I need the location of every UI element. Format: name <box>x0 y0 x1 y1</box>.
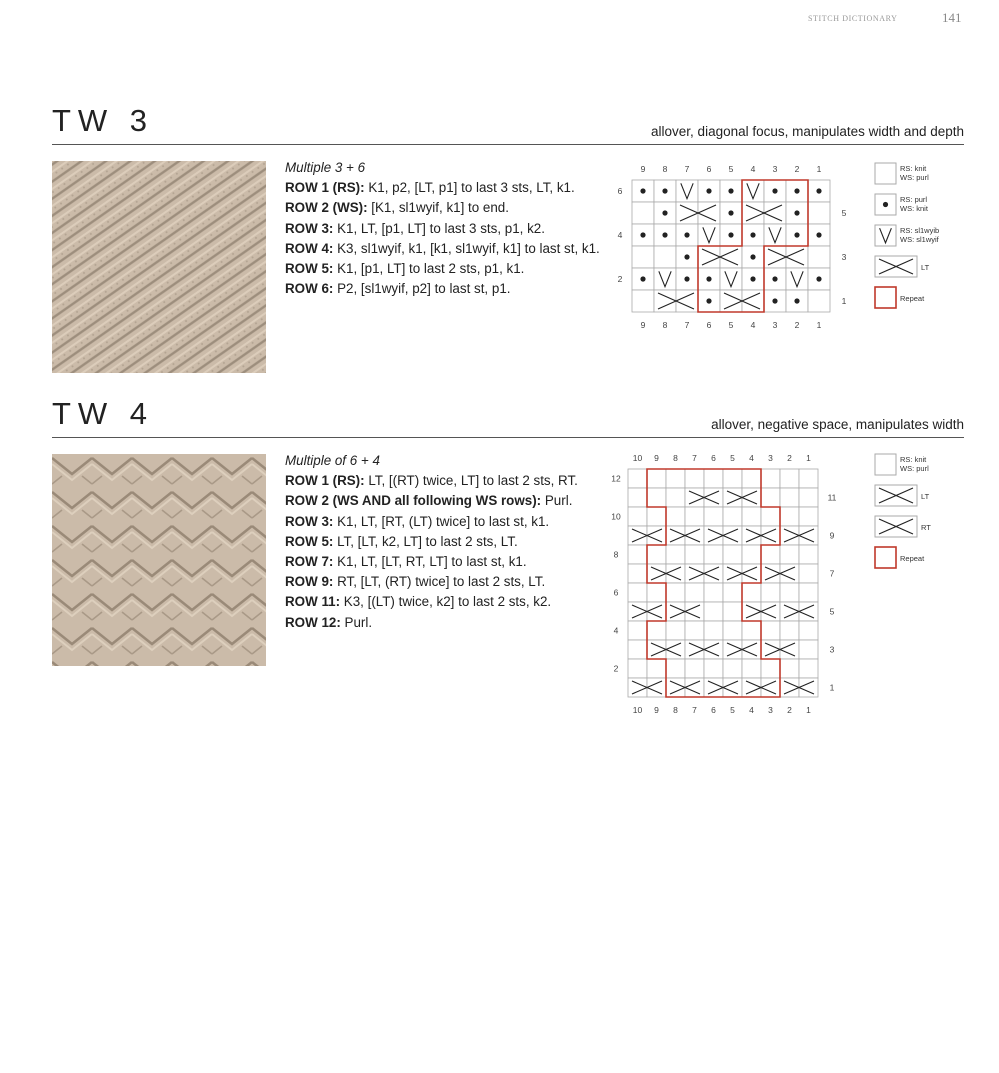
instructions <box>285 451 615 633</box>
column-number: 3 <box>772 320 778 330</box>
purl-dot <box>728 188 733 193</box>
column-number: 6 <box>711 705 716 715</box>
row-number: 6 <box>617 186 623 196</box>
chart-cell <box>628 678 647 697</box>
row-number: 2 <box>617 274 623 284</box>
column-number: 8 <box>673 705 678 715</box>
chart-cell <box>761 659 780 678</box>
chart-cell <box>698 202 720 224</box>
chart-legend <box>874 161 964 326</box>
column-number: 5 <box>730 453 735 463</box>
stitch-chart <box>611 448 858 723</box>
column-number: 1 <box>816 164 822 174</box>
chart-cell <box>761 507 780 526</box>
stitch-title: TW 3 <box>52 103 155 138</box>
column-number: 2 <box>787 705 792 715</box>
chart-cell <box>780 469 799 488</box>
chart-cell <box>799 602 818 621</box>
purl-dot <box>816 232 821 237</box>
chart-cell <box>685 602 704 621</box>
row-instruction: ROW 5: K1, [p1, LT] to last 2 sts, p1, k1. <box>285 261 525 277</box>
chart-cell <box>647 488 666 507</box>
row-instruction: ROW 4: K3, sl1wyif, k1, [k1, sl1wyif, k1] to last st, k1. <box>285 240 600 256</box>
legend-label: RS: knit <box>900 455 927 464</box>
column-number: 6 <box>706 164 712 174</box>
purl-dot <box>662 188 667 193</box>
chart-cell <box>723 583 742 602</box>
column-number: 5 <box>730 705 735 715</box>
row-instruction: ROW 2 (WS): [K1, sl1wyif, k1] to end. <box>285 200 509 216</box>
column-number: 3 <box>768 705 773 715</box>
column-number: 4 <box>750 164 756 174</box>
column-number: 9 <box>640 320 646 330</box>
running-header: STITCH DICTIONARY <box>808 14 898 23</box>
column-number: 1 <box>816 320 822 330</box>
chart-cell <box>666 621 685 640</box>
chart-cell <box>742 640 761 659</box>
legend-label: RS: knit <box>900 164 927 173</box>
chart-cell <box>723 602 742 621</box>
purl-dot <box>816 188 821 193</box>
chart-cell <box>723 564 742 583</box>
chart-cell <box>647 602 666 621</box>
chart-cell <box>698 246 720 268</box>
purl-dot-icon <box>883 202 888 207</box>
purl-dot <box>640 232 645 237</box>
chart-cell <box>720 246 742 268</box>
stitch-multiple: Multiple of 6 + 4 <box>285 453 380 468</box>
chart-legend <box>874 452 964 577</box>
column-number: 8 <box>662 320 668 330</box>
chart-cell <box>761 678 780 697</box>
legend-label: LT <box>921 492 930 501</box>
chart-cell <box>723 659 742 678</box>
chart-cell <box>799 583 818 602</box>
chart-cell <box>704 545 723 564</box>
chart-cell <box>647 583 666 602</box>
legend-label: RT <box>921 523 931 532</box>
chart-cell <box>666 678 685 697</box>
chart-cell <box>761 602 780 621</box>
chart-cell <box>704 564 723 583</box>
chart-svg <box>610 157 860 337</box>
chart-cell <box>628 526 647 545</box>
row-number: 4 <box>617 230 623 240</box>
legend-label: RS: sl1wyib <box>900 226 940 235</box>
row-instruction: ROW 1 (RS): K1, p2, [LT, p1] to last 3 sts, LT, k1. <box>285 180 575 196</box>
legend-swatch <box>875 454 896 475</box>
chart-cell <box>761 488 780 507</box>
chart-cell <box>742 678 761 697</box>
chart-cell <box>761 583 780 602</box>
column-number: 6 <box>711 453 716 463</box>
row-number: 10 <box>611 511 621 522</box>
chart-cell <box>647 526 666 545</box>
row-number: 12 <box>611 473 621 484</box>
column-number: 8 <box>673 453 678 463</box>
chart-cell <box>780 507 799 526</box>
stitch-entry-tw3 <box>52 105 964 375</box>
chart-cell <box>723 488 742 507</box>
chart-cell <box>786 246 808 268</box>
stitch-entry-tw4 <box>52 398 964 728</box>
section-divider <box>52 144 964 145</box>
chart-cell <box>685 621 704 640</box>
chart-cell <box>704 488 723 507</box>
chart-cell <box>723 507 742 526</box>
purl-dot <box>706 188 711 193</box>
chart-cell <box>654 246 676 268</box>
chart-cell <box>723 640 742 659</box>
chart-cell <box>761 640 780 659</box>
chart-cell <box>780 659 799 678</box>
chart-cell <box>742 202 764 224</box>
stitch-tags: allover, negative space, manipulates width <box>711 417 964 432</box>
column-number: 9 <box>654 705 659 715</box>
column-number: 10 <box>632 705 643 715</box>
column-number: 8 <box>662 164 668 174</box>
chart-cell <box>780 640 799 659</box>
chart-cell <box>628 488 647 507</box>
purl-dot <box>750 276 755 281</box>
chart-cell <box>647 659 666 678</box>
row-number: 3 <box>829 644 835 655</box>
row-number: 11 <box>827 492 837 503</box>
chart-cell <box>780 678 799 697</box>
chart-cell <box>628 621 647 640</box>
row-instruction: ROW 5: LT, [LT, k2, LT] to last 2 sts, LT. <box>285 533 518 549</box>
purl-dot <box>684 232 689 237</box>
row-number: 7 <box>829 568 835 579</box>
chart-cell <box>685 564 704 583</box>
purl-dot <box>750 254 755 259</box>
chart-cell <box>666 469 685 488</box>
chart-cell <box>704 640 723 659</box>
chart-cell <box>742 621 761 640</box>
column-number: 2 <box>794 320 800 330</box>
chart-cell <box>666 602 685 621</box>
legend-label: Repeat <box>900 554 925 563</box>
column-number: 5 <box>728 164 734 174</box>
swatch-photo <box>52 161 266 373</box>
column-number: 2 <box>787 453 792 463</box>
chart-cell <box>666 659 685 678</box>
column-number: 1 <box>806 453 811 463</box>
chart-cell <box>628 602 647 621</box>
purl-dot <box>728 232 733 237</box>
row-number: 5 <box>829 606 835 617</box>
purl-dot <box>772 276 777 281</box>
chart-cell <box>685 526 704 545</box>
chart-cell <box>780 545 799 564</box>
chart-cell <box>780 564 799 583</box>
purl-dot <box>684 276 689 281</box>
row-number: 1 <box>841 296 847 306</box>
purl-dot <box>794 232 799 237</box>
row-instruction: ROW 9: RT, [LT, (RT) twice] to last 2 sts, LT. <box>285 574 546 590</box>
chart-cell <box>742 507 761 526</box>
chart-cell <box>808 290 830 312</box>
chart-cell <box>704 526 723 545</box>
row-instruction: ROW 3: K1, LT, [p1, LT] to last 3 sts, p1, k2. <box>285 220 545 236</box>
chart-cell <box>764 246 786 268</box>
column-number: 4 <box>749 705 754 715</box>
chart-cell <box>720 290 742 312</box>
row-number: 5 <box>841 208 847 218</box>
row-number: 8 <box>613 549 619 560</box>
chart-cell <box>666 507 685 526</box>
chart-cell <box>647 564 666 583</box>
chart-cell <box>666 545 685 564</box>
legend-swatch <box>875 547 896 568</box>
chart-cell <box>742 602 761 621</box>
row-number: 6 <box>613 587 619 598</box>
chart-cell <box>799 621 818 640</box>
purl-dot <box>794 210 799 215</box>
chart-cell <box>761 545 780 564</box>
chart-cell <box>764 202 786 224</box>
chart-cell <box>666 526 685 545</box>
legend-label: WS: purl <box>900 464 929 473</box>
swatch-photo <box>52 454 266 666</box>
stitch-multiple: Multiple 3 + 6 <box>285 160 366 175</box>
section-divider <box>52 437 964 438</box>
chart-cell <box>742 290 764 312</box>
chart-cell <box>628 564 647 583</box>
row-number: 2 <box>613 663 619 674</box>
chart-cell <box>808 202 830 224</box>
chart-cell <box>628 507 647 526</box>
chart-cell <box>761 621 780 640</box>
chart-cell <box>704 659 723 678</box>
column-number: 4 <box>749 453 754 463</box>
stitch-tags: allover, diagonal focus, manipulates width and depth <box>651 124 964 139</box>
chart-cell <box>666 564 685 583</box>
chart-cell <box>676 202 698 224</box>
chart-cell <box>742 583 761 602</box>
legend-swatch <box>875 163 896 184</box>
row-instruction: ROW 12: Purl. <box>285 614 373 630</box>
chart-cell <box>761 526 780 545</box>
chart-cell <box>685 659 704 678</box>
chart-cell <box>704 583 723 602</box>
chart-cell <box>723 545 742 564</box>
chart-cell <box>723 526 742 545</box>
column-number: 9 <box>654 453 659 463</box>
chart-cell <box>704 602 723 621</box>
chart-cell <box>628 545 647 564</box>
chart-cell <box>780 583 799 602</box>
legend-svg <box>874 161 964 321</box>
page-number: 141 <box>942 10 962 25</box>
purl-dot <box>640 188 645 193</box>
column-number: 3 <box>772 164 778 174</box>
chart-cell <box>685 640 704 659</box>
chart-cell <box>799 659 818 678</box>
stitch-title: TW 4 <box>52 396 155 431</box>
chart-cell <box>799 507 818 526</box>
chart-cell <box>780 602 799 621</box>
chart-cell <box>632 290 654 312</box>
legend-svg <box>874 452 964 572</box>
chart-svg <box>611 448 858 718</box>
chart-cell <box>666 488 685 507</box>
purl-dot <box>640 276 645 281</box>
column-number: 1 <box>806 705 811 715</box>
row-instruction: ROW 2 (WS AND all following WS rows): Purl. <box>285 493 573 509</box>
chart-cell <box>799 640 818 659</box>
column-number: 7 <box>684 320 690 330</box>
chart-cell <box>742 469 761 488</box>
column-number: 6 <box>706 320 712 330</box>
purl-dot <box>684 254 689 259</box>
chart-cell <box>685 678 704 697</box>
chart-cell <box>780 526 799 545</box>
legend-label: WS: sl1wyif <box>900 235 939 244</box>
purl-dot <box>706 298 711 303</box>
chart-cell <box>799 678 818 697</box>
column-number: 7 <box>684 164 690 174</box>
chart-cell <box>628 640 647 659</box>
purl-dot <box>816 276 821 281</box>
purl-dot <box>772 298 777 303</box>
legend-label: Repeat <box>900 294 925 303</box>
purl-dot <box>794 298 799 303</box>
chart-cell <box>704 507 723 526</box>
chart-cell <box>685 545 704 564</box>
chart-cell <box>799 545 818 564</box>
chart-cell <box>647 545 666 564</box>
chart-cell <box>742 564 761 583</box>
purl-dot <box>750 232 755 237</box>
chart-cell <box>799 526 818 545</box>
column-number: 10 <box>632 453 643 463</box>
chart-cell <box>666 640 685 659</box>
legend-label: RS: purl <box>900 195 928 204</box>
row-number: 3 <box>841 252 847 262</box>
chart-cell <box>628 659 647 678</box>
legend-label: WS: purl <box>900 173 929 182</box>
row-number: 9 <box>829 530 835 541</box>
chart-cell <box>685 583 704 602</box>
chart-cell <box>647 507 666 526</box>
chart-cell <box>742 526 761 545</box>
chart-cell <box>676 290 698 312</box>
chart-cell <box>704 469 723 488</box>
chart-cell <box>647 640 666 659</box>
chart-cell <box>799 564 818 583</box>
row-instruction: ROW 1 (RS): LT, [(RT) twice, LT] to last 2 sts, RT. <box>285 473 578 489</box>
chart-cell <box>723 678 742 697</box>
chart-cell <box>799 488 818 507</box>
chart-cell <box>761 564 780 583</box>
chart-cell <box>685 507 704 526</box>
chart-cell <box>628 583 647 602</box>
chart-cell <box>685 469 704 488</box>
column-number: 2 <box>794 164 800 174</box>
column-number: 7 <box>692 453 697 463</box>
column-number: 4 <box>750 320 756 330</box>
chart-cell <box>704 621 723 640</box>
chart-cell <box>780 488 799 507</box>
row-number: 1 <box>829 682 835 693</box>
chart-cell <box>632 246 654 268</box>
chart-cell <box>628 469 647 488</box>
chart-cell <box>723 621 742 640</box>
stitch-chart <box>610 157 860 342</box>
chart-cell <box>647 621 666 640</box>
chart-cell <box>742 659 761 678</box>
row-instruction: ROW 3: K1, LT, [RT, (LT) twice] to last st, k1. <box>285 513 550 529</box>
purl-dot <box>662 232 667 237</box>
legend-swatch <box>875 287 896 308</box>
chart-cell <box>632 202 654 224</box>
column-number: 3 <box>768 453 773 463</box>
row-instruction: ROW 11: K3, [(LT) twice, k2] to last 2 sts, k2. <box>285 594 552 610</box>
chart-cell <box>799 469 818 488</box>
chart-cell <box>742 488 761 507</box>
chart-cell <box>808 246 830 268</box>
column-number: 9 <box>640 164 646 174</box>
purl-dot <box>772 188 777 193</box>
chart-cell <box>654 290 676 312</box>
purl-dot <box>794 188 799 193</box>
purl-dot <box>706 276 711 281</box>
chart-cell <box>704 678 723 697</box>
chart-cell <box>742 545 761 564</box>
chart-cell <box>647 469 666 488</box>
row-number: 4 <box>613 625 619 636</box>
chart-cell <box>761 469 780 488</box>
chart-cell <box>723 469 742 488</box>
legend-label: LT <box>921 263 930 272</box>
purl-dot <box>662 210 667 215</box>
legend-label: WS: knit <box>900 204 928 213</box>
chart-cell <box>647 678 666 697</box>
row-instruction: ROW 7: K1, LT, [LT, RT, LT] to last st, k1. <box>285 554 527 570</box>
instructions <box>285 158 615 299</box>
chart-cell <box>685 488 704 507</box>
chart-cell <box>666 583 685 602</box>
chart-cell <box>780 621 799 640</box>
purl-dot <box>728 210 733 215</box>
column-number: 7 <box>692 705 697 715</box>
row-instruction: ROW 6: P2, [sl1wyif, p2] to last st, p1. <box>285 281 511 297</box>
column-number: 5 <box>728 320 734 330</box>
